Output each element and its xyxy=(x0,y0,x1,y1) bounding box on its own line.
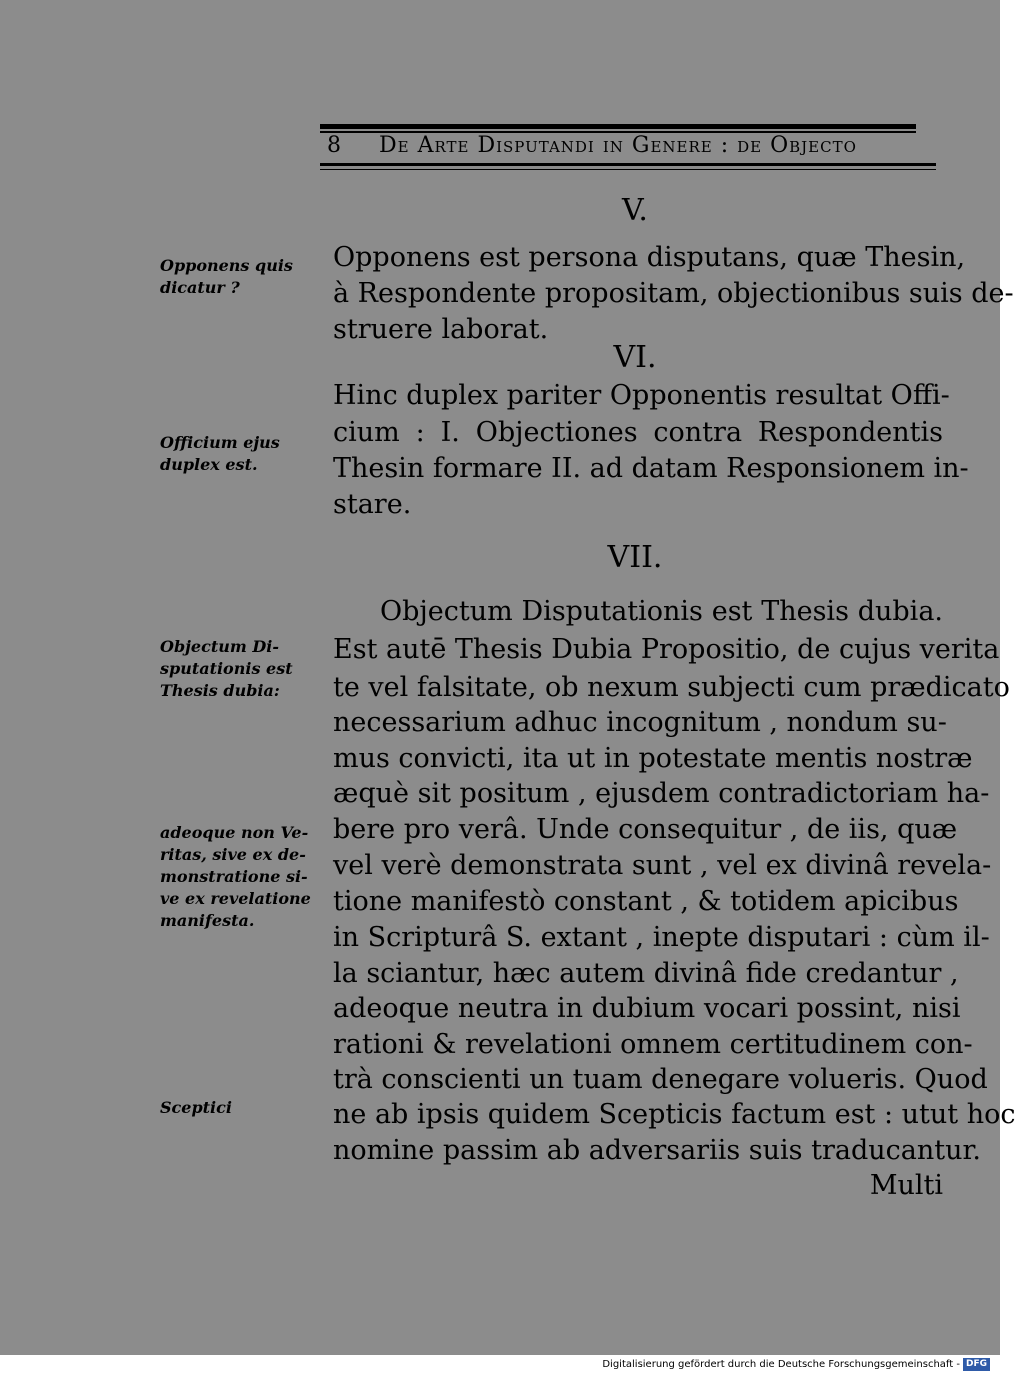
marginal-note-line: ve ex revelatione xyxy=(160,889,311,908)
page-number: 8 xyxy=(327,133,342,158)
section-number: VII. xyxy=(607,540,663,575)
marginal-note-line: dicatur ? xyxy=(160,278,240,297)
marginal-note-line: Sceptici xyxy=(160,1098,232,1117)
text-line: Est autē Thesis Dubia Propositio, de cujus verita xyxy=(333,634,1000,665)
text-line: bere pro verâ. Unde consequitur , de iis, quæ xyxy=(333,814,958,845)
marginal-note-line: manifesta. xyxy=(160,911,255,930)
text-line: cium : I. Objectiones contra Respondentis xyxy=(333,417,943,448)
footer-credit: Digitalisierung gefördert durch die Deutsche Forschungsgemeinschaft - xyxy=(602,1359,960,1370)
header-rule-bottom-thin xyxy=(320,169,936,170)
marginal-note xyxy=(160,1097,325,1119)
text-line: te vel falsitate, ob nexum subjecti cum prædicato xyxy=(333,672,1010,703)
marginal-note-line: ritas, sive ex de- xyxy=(160,845,306,864)
text-line: à Respondente propositam, objectionibus suis de- xyxy=(333,278,1014,309)
text-line: Thesin formare II. ad datam Responsionem in- xyxy=(333,453,969,484)
marginal-note-line: adeoque non Ve- xyxy=(160,823,309,842)
text-line: necessarium adhuc incognitum , nondum su- xyxy=(333,707,947,738)
marginal-note-line: monstratione si- xyxy=(160,867,308,886)
marginal-note-line: duplex est. xyxy=(160,455,258,474)
text-line: in Scripturâ S. extant , inepte disputari : cùm il- xyxy=(333,922,990,953)
text-line: struere laborat. xyxy=(333,314,549,345)
text-line: æquè sit positum , ejusdem contradictoriam ha- xyxy=(333,778,990,809)
marginal-note xyxy=(160,255,325,299)
marginal-note-line: Thesis dubia: xyxy=(160,681,280,700)
text-line: Opponens est persona disputans, quæ Thesin, xyxy=(333,242,966,273)
running-title: De Arte Disputandi in Genere : de Objecto xyxy=(379,133,857,158)
text-line: stare. xyxy=(333,489,412,520)
text-line: vel verè demonstrata sunt , vel ex divinâ revela- xyxy=(333,850,992,881)
text-line: mus convicti, ita ut in potestate mentis nostræ xyxy=(333,743,973,774)
text-line: Hinc duplex pariter Opponentis resultat Offi- xyxy=(333,380,950,411)
text-line: tione manifestò constant , & totidem apicibus xyxy=(333,886,959,917)
marginal-note xyxy=(160,636,325,702)
marginal-note xyxy=(160,432,325,476)
marginal-note-line: Objectum Di- xyxy=(160,637,279,656)
text-line: la sciantur, hæc autem divinâ fide credantur , xyxy=(333,958,959,989)
text-line: ne ab ipsis quidem Scepticis factum est : utut hoc xyxy=(333,1099,1016,1130)
section-number: V. xyxy=(622,193,648,228)
header-rule-top xyxy=(320,124,916,129)
header-rule-bottom xyxy=(320,163,936,166)
text-line: Objectum Disputationis est Thesis dubia. xyxy=(380,596,943,627)
marginal-note-line: Officium ejus xyxy=(160,433,280,452)
dfg-logo: DFG xyxy=(963,1358,990,1371)
text-line: rationi & revelationi omnem certitudinem con- xyxy=(333,1029,973,1060)
marginal-note xyxy=(160,822,325,932)
text-line: nomine passim ab adversariis suis traducantur. xyxy=(333,1135,982,1166)
text-line: trà conscienti un tuam denegare volueris. Quod xyxy=(333,1064,988,1095)
catchword: Multi xyxy=(869,1170,943,1201)
marginal-note-line: sputationis est xyxy=(160,659,293,678)
section-number: VI. xyxy=(613,340,657,375)
text-line: adeoque neutra in dubium vocari possint, nisi xyxy=(333,993,961,1024)
marginal-note-line: Opponens quis xyxy=(160,256,293,275)
